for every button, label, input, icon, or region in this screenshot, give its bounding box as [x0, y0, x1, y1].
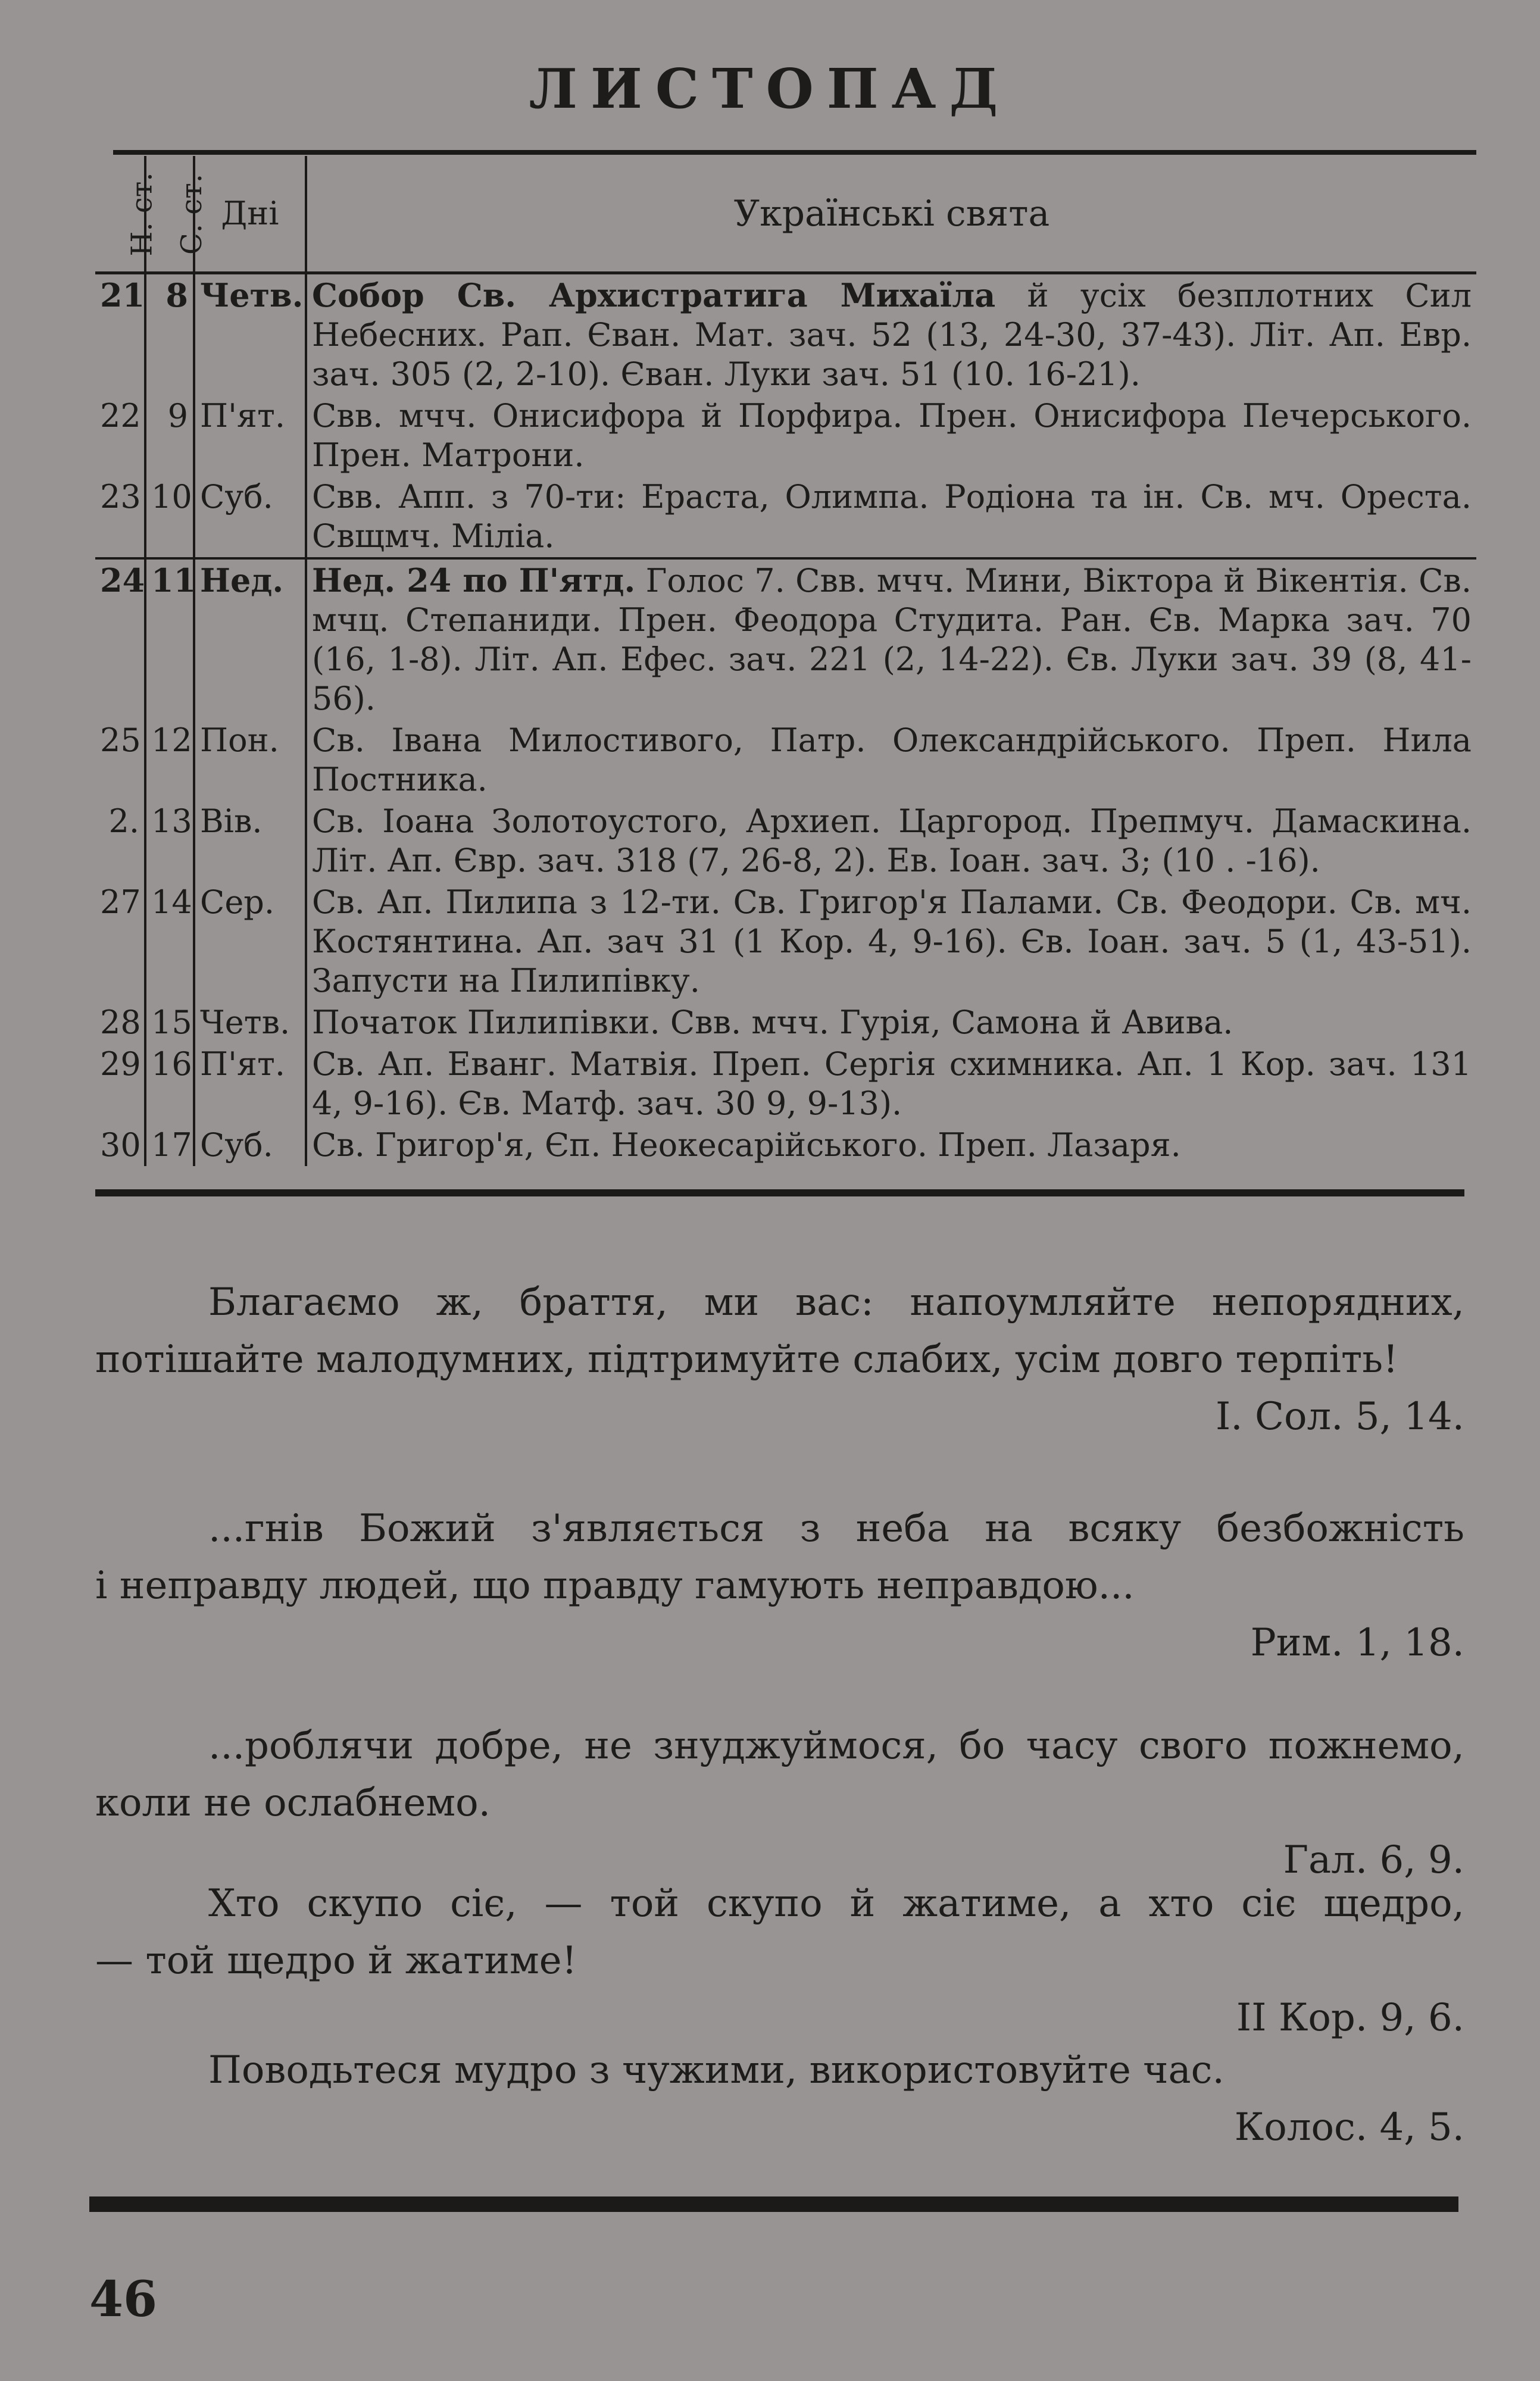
weekday: Суб. [194, 476, 306, 558]
weekday: Пон. [194, 720, 306, 801]
page-title: ЛИСТОПАД [529, 57, 1011, 121]
weekday: П'ят. [194, 1043, 306, 1124]
table-row [95, 720, 1476, 801]
feast-text: Свв. Апп. з 70-ти: Ераста, Олимпа. Родіона та ін. Св. мч. Ореста. Свщмч. Міліа. [306, 476, 1476, 558]
table-row [95, 1002, 1476, 1043]
quote-reference: І. Сол. 5, 14. [1216, 1395, 1464, 1439]
quote-reference: Колос. 4, 5. [1234, 2105, 1464, 2149]
old-style-date: 25 [95, 720, 145, 801]
quote-line: Поводьтеся мудро з чужими, використовуйте час. [208, 2048, 1224, 2092]
table-header-row [95, 156, 1476, 273]
weekday: Четв. [194, 1002, 306, 1043]
feast-text: Св. Ап. Пилипа з 12-ти. Св. Григор'я Палами. Св. Феодори. Св. мч. Костянтина. Ап. зач 31 (1 Кор. 4, 9-16). Єв. Іоан. зач. 5 (1, 43-51). Запусти на Пилипівку. [312, 883, 1472, 999]
old-style-date: 23 [95, 476, 145, 558]
old-style-date: 2. [95, 801, 145, 882]
quote-reference: Гал. 6, 9. [1283, 1838, 1464, 1882]
old-style-date: 27 [95, 882, 145, 1002]
bible-quote [95, 1274, 1464, 1445]
header-new-style: С. ст. [145, 156, 194, 273]
header-old-style: Н. ст. [95, 156, 145, 273]
weekday: Вів. [194, 801, 306, 882]
table-row [95, 476, 1476, 558]
old-style-date: 30 [95, 1124, 145, 1166]
header-days: Дні [194, 156, 306, 273]
quote-line: ...гнів Божий з'являється з неба на всяку безбожність [208, 1507, 1464, 1551]
quote-line: ...роблячи добре, не знуджуймося, бо часу свого пожнемо, [208, 1724, 1464, 1768]
new-style-date: 8 [145, 273, 194, 396]
calendar-body [95, 273, 1476, 1167]
page-number: 46 [89, 2271, 158, 2328]
table-row [95, 882, 1476, 1002]
quote-line: Благаємо ж, браття, ми вас: напоумляйте непорядних, [208, 1280, 1464, 1324]
weekday: Нед. [194, 558, 306, 720]
quote-line: коли не ослабнемо. [95, 1781, 491, 1825]
old-style-date: 21 [95, 273, 145, 396]
new-style-date: 15 [145, 1002, 194, 1043]
new-style-date: 17 [145, 1124, 194, 1166]
bible-quote [95, 1875, 1464, 2046]
new-style-date: 12 [145, 720, 194, 801]
quote-line: потішайте малодумних, підтримуйте слабих, усім довго терпіть! [95, 1338, 1398, 1382]
bible-quote [95, 1717, 1464, 1889]
table-row [95, 1124, 1476, 1166]
feast-text: Початок Пилипівки. Свв. мчч. Гурія, Самона й Авива. [312, 1004, 1233, 1041]
weekday: Суб. [194, 1124, 306, 1166]
quote-line: і неправду людей, що правду гамують неправдою... [95, 1564, 1135, 1608]
quote-reference: ІІ Кор. 9, 6. [1236, 1996, 1464, 2040]
weekday: П'ят. [194, 395, 306, 476]
top-rule [113, 150, 1476, 155]
table-row [95, 395, 1476, 476]
calendar-table [95, 156, 1476, 1166]
old-style-date: 22 [95, 395, 145, 476]
new-style-date: 9 [145, 395, 194, 476]
quote-line: Хто скупо сіє, — той скупо й жатиме, а хто сіє щедро, [208, 1882, 1464, 1926]
table-row [95, 1043, 1476, 1124]
feast-text: Св. Іоана Золотоустого, Архиеп. Царгород. Препмуч. Дамаскина. Літ. Ап. Євр. зач. 318 (7, 26-8, 2). Ев. Іоан. зач. 3; (10 . -16). [312, 802, 1472, 879]
feast-text: Свв. мчч. Онисифора й Порфира. Прен. Онисифора Печерського. Прен. Матрони. [312, 397, 1472, 474]
weekday: Сер. [194, 882, 306, 1002]
feast-text: Св. Івана Милостивого, Патр. Олександрійського. Преп. Нила Постника. [312, 721, 1472, 798]
weekday: Четв. [194, 273, 306, 396]
new-style-date: 14 [145, 882, 194, 1002]
new-style-date: 11 [145, 558, 194, 720]
table-bottom-rule [95, 1189, 1464, 1196]
new-style-date: 10 [145, 476, 194, 558]
new-style-date: 13 [145, 801, 194, 882]
feast-text: Св. Ап. Еванг. Матвія. Преп. Сергія схимника. Ап. 1 Кор. зач. 131 4, 9-16). Єв. Матф. зач. 30 9, 9-13). [312, 1045, 1472, 1122]
feast-text: Нед. 24 по П'ятд. Голос 7. Свв. мчч. Мини, Віктора й Вікентія. Св. мчц. Степаниди. Прен. Феодора Студита. Ран. Єв. Марка зач. 70 (16, 1-8). Літ. Ап. Ефес. зач. 221 (2, 14-22). Єв. Луки зач. 39 (8, 41-56). [312, 561, 1472, 717]
new-style-date: 16 [145, 1043, 194, 1124]
quote-line: — той щедро й жатиме! [95, 1939, 577, 1983]
quote-reference: Рим. 1, 18. [1250, 1621, 1464, 1665]
feast-text: Св. Григор'я, Єп. Неокесарійського. Преп. Лазаря. [312, 1126, 1181, 1164]
table-row [95, 558, 1476, 720]
bible-quote [95, 2042, 1464, 2156]
header-holidays: Українські свята [306, 156, 1476, 273]
old-style-date: 28 [95, 1002, 145, 1043]
table-row [95, 273, 1476, 396]
footer-rule [89, 2196, 1458, 2212]
old-style-date: 29 [95, 1043, 145, 1124]
feast-text: Собор Св. Архистратига Михаїла й усіх безплотних Сил Небесних. Рап. Єван. Мат. зач. 52 (13, 24-30, 37-43). Літ. Ап. Евр. зач. 305 (2, 2-10). Єван. Луки зач. 51 (10. 16-21). [312, 276, 1472, 393]
table-row [95, 801, 1476, 882]
bible-quote [95, 1500, 1464, 1671]
old-style-date: 24 [95, 558, 145, 720]
